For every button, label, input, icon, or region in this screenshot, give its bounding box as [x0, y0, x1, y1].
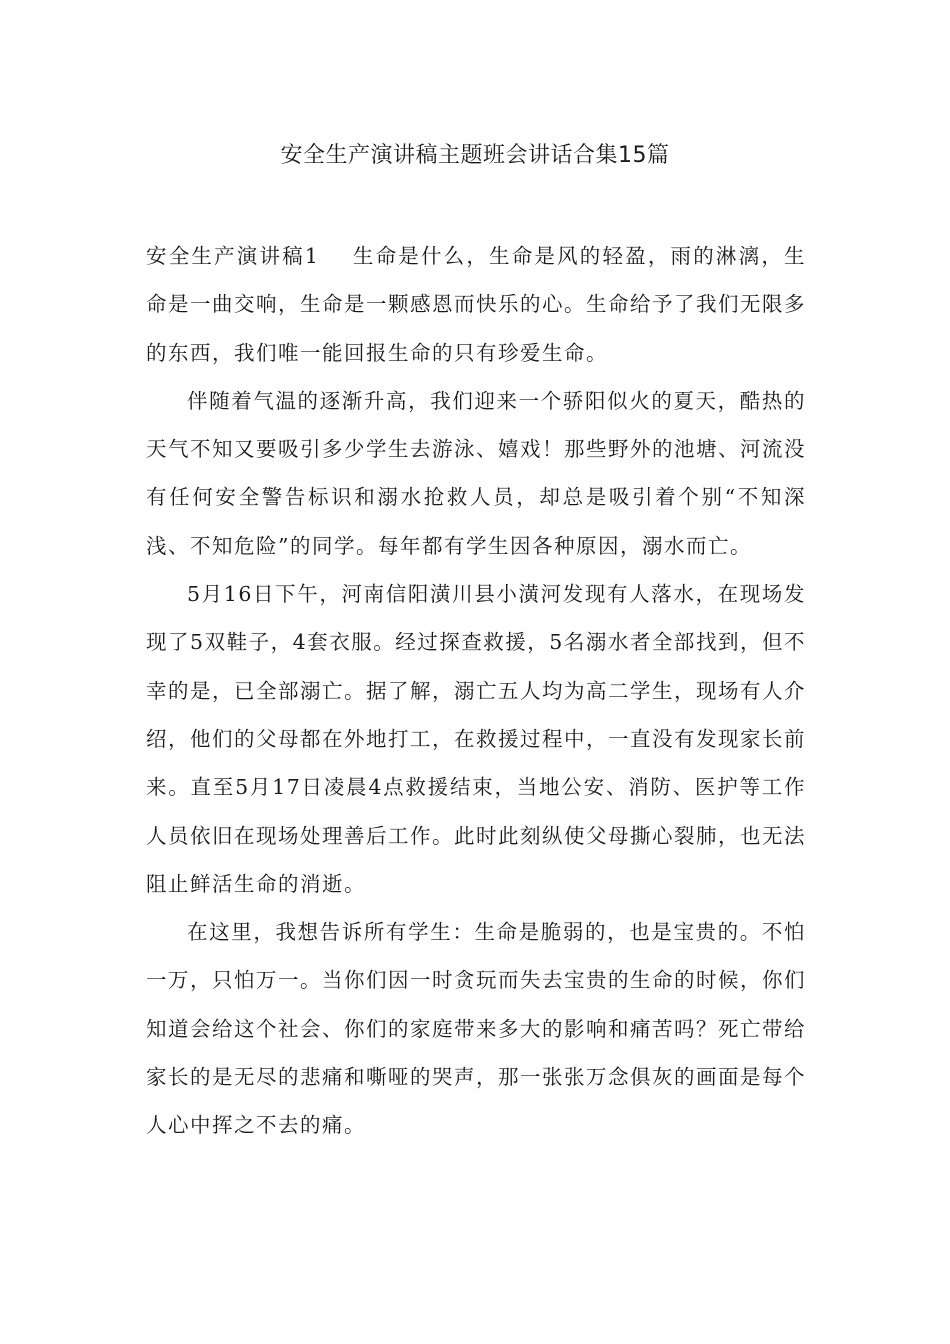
document-body [146, 232, 806, 1150]
paragraph-1 [146, 232, 806, 377]
section-label: 安全生产演讲稿1 [146, 244, 320, 268]
paragraph-4: 在这里，我想告诉所有学生：生命是脆弱的，也是宝贵的。不怕一万，只怕万一。当你们因一时贪玩而失去宝贵的生命的时候，你们知道会给这个社会、你们的家庭带来多大的影响和痛苦吗？死亡带给家长的是无尽的悲痛和嘶哑的哭声，那一张张万念俱灰的画面是每个人心中挥之不去的痛。 [146, 920, 806, 1138]
paragraph-3: 5月16日下午，河南信阳潢川县小潢河发现有人落水，在现场发现了5双鞋子，4套衣服。经过探查救援，5名溺水者全部找到，但不幸的是，已全部溺亡。据了解，溺亡五人均为高二学生，现场有人介绍，他们的父母都在外地打工，在救援过程中，一直没有发现家长前来。直至5月17日凌晨4点救援结束，当地公安、消防、医护等工作人员依旧在现场处理善后工作。此时此刻纵使父母撕心裂肺，也无法阻止鲜活生命的消逝。 [146, 582, 806, 896]
paragraph-1-text: 生命是什么，生命是风的轻盈，雨的淋漓，生命是一曲交响，生命是一颗感恩而快乐的心。生命给予了我们无限多的东西，我们唯一能回报生命的只有珍爱生命。 [146, 244, 807, 365]
paragraph-2: 伴随着气温的逐渐升高，我们迎来一个骄阳似火的夏天，酷热的天气不知又要吸引多少学生去游泳、嬉戏！那些野外的池塘、河流没有任何安全警告标识和溺水抢救人员，却总是吸引着个别“不知深浅、不知危险”的同学。每年都有学生因各种原因，溺水而亡。 [146, 388, 806, 558]
document-title: 安全生产演讲稿主题班会讲话合集15篇 [280, 143, 670, 168]
